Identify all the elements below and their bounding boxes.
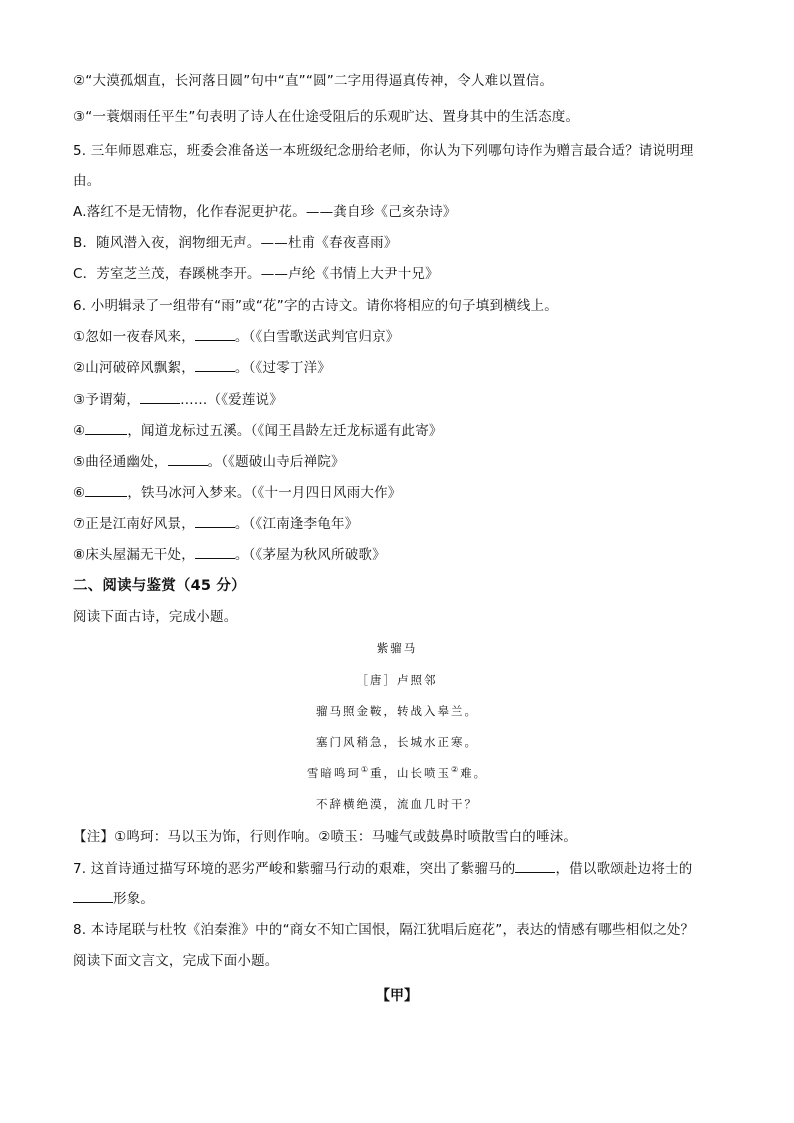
q6-line-2 bbox=[73, 358, 723, 377]
q5-option-b: B．随风潜入夜，润物细无声。——杜甫《春夜喜雨》 bbox=[73, 235, 398, 251]
q6-line-4-pre: ④ bbox=[73, 423, 86, 439]
item-2: ②“大漠孤烟直，长河落日圆”句中“直”“圆”二字用得逼真传神，令人难以置信。 bbox=[73, 73, 554, 89]
q6-line-7-pre: ⑦正是江南好风景， bbox=[73, 516, 195, 532]
answer-blank[interactable] bbox=[85, 483, 127, 497]
q7-part-3: 形象。 bbox=[113, 891, 155, 907]
q6-line-5-post: 。（《题破山寺后禅院》 bbox=[207, 454, 345, 470]
q6-stem: 6. 小明辑录了一组带有“雨”或“花”字的古诗文。请你将相应的句子填到横线上。 bbox=[73, 298, 558, 314]
answer-blank[interactable] bbox=[195, 545, 235, 559]
q6-line-6-post: ，铁马冰河入梦来。（《十一月四日风雨大作》 bbox=[127, 485, 402, 501]
q6-line-8 bbox=[73, 545, 723, 564]
q7-part-1: 7. 这首诗通过描写环境的恶劣严峻和紫骝马行动的艰难，突出了紫骝马的 bbox=[73, 861, 516, 877]
q6-line-5-pre: ⑤曲径通幽处， bbox=[73, 454, 168, 470]
q7-part-2: ，借以歌颂赴边将士的 bbox=[555, 861, 693, 877]
q6-line-5 bbox=[73, 452, 723, 471]
q5-option-a: A.落红不是无情物，化作春泥更护花。——龚自珍《己亥杂诗》 bbox=[73, 204, 457, 220]
footnote-2-marker: ② bbox=[451, 765, 461, 775]
q6-line-1-post: 。（《白雪歌送武判官归京》 bbox=[234, 329, 400, 345]
q6-line-7-post: 。（《江南逢李龟年》 bbox=[234, 516, 359, 532]
q6-line-3 bbox=[73, 390, 723, 409]
q6-line-3-post: ……（《爱莲说》 bbox=[180, 392, 283, 408]
answer-blank[interactable] bbox=[85, 421, 127, 435]
q6-line-4 bbox=[73, 421, 723, 440]
section-intro: 阅读下面古诗，完成小题。 bbox=[73, 609, 238, 625]
poem-line-4: 不辞横绝漠，流血几时干？ bbox=[316, 797, 478, 811]
answer-blank[interactable] bbox=[195, 358, 235, 372]
item-3: ③“一蓑烟雨任平生”句表明了诗人在仕途受阻后的乐观旷达、置身其中的生活态度。 bbox=[73, 109, 580, 125]
q7-line-2 bbox=[73, 889, 723, 908]
q6-line-4-post: ，闻道龙标过五溪。（《闻王昌龄左迁龙标遥有此寄》 bbox=[127, 423, 443, 439]
footnote-1-marker: ① bbox=[360, 765, 370, 775]
q8-stem: 8. 本诗尾联与杜牧《泊秦淮》中的“商女不知亡国恨，隔江犹唱后庭花”，表达的情感有哪些相似之处？ bbox=[73, 922, 695, 938]
classical-intro: 阅读下面文言文，完成下面小题。 bbox=[73, 953, 279, 969]
q6-line-8-post: 。（《茅屋为秋风所破歌》 bbox=[234, 547, 386, 563]
poem-line-1: 骝马照金鞍，转战入皋兰。 bbox=[316, 704, 478, 718]
q6-line-3-pre: ③予谓菊， bbox=[73, 392, 141, 408]
q6-line-2-pre: ②山河破碎风飘絮， bbox=[73, 360, 195, 376]
q5-stem-line2: 由。 bbox=[73, 173, 101, 189]
answer-blank[interactable] bbox=[515, 859, 555, 873]
poem-note: 【注】①鸣珂：马以玉为饰，行则作响。②喷玉：马嘘气或鼓鼻时喷散雪白的唾沫。 bbox=[73, 829, 578, 845]
answer-blank[interactable] bbox=[195, 327, 235, 341]
q5-stem-line1: 5. 三年师恩难忘，班委会准备送一本班级纪念册给老师，你认为下列哪句诗作为赠言最合适？请说明理 bbox=[73, 143, 694, 159]
q7-line-1 bbox=[73, 859, 723, 878]
q6-line-8-pre: ⑧床头屋漏无干处， bbox=[73, 547, 195, 563]
poem-author: ［唐］卢照邻 bbox=[356, 673, 438, 687]
answer-blank[interactable] bbox=[168, 452, 208, 466]
q6-line-7 bbox=[73, 514, 723, 533]
poem-line-3 bbox=[0, 765, 794, 781]
q6-line-6-pre: ⑥ bbox=[73, 485, 86, 501]
section-heading: 二、阅读与鉴赏（45 分） bbox=[73, 578, 246, 594]
q6-line-6 bbox=[73, 483, 723, 502]
passage-jia-label: 【甲】 bbox=[376, 988, 418, 1004]
q6-line-1 bbox=[73, 327, 723, 346]
answer-blank[interactable] bbox=[140, 390, 180, 404]
answer-blank[interactable] bbox=[73, 889, 113, 903]
q5-option-c: C．芳室芝兰茂，春蹊桃李开。——卢纶《书情上大尹十兄》 bbox=[73, 266, 439, 282]
q6-line-2-post: 。（《过零丁洋》 bbox=[234, 360, 332, 376]
q6-line-1-pre: ①忽如一夜春风来， bbox=[73, 329, 195, 345]
poem-line-3-b: 重，山长喷玉 bbox=[370, 766, 451, 780]
poem-line-3-c: 难。 bbox=[460, 766, 488, 780]
poem-line-2: 塞门风稍急，长城水正寒。 bbox=[316, 735, 478, 749]
poem-title: 紫骝马 bbox=[376, 641, 418, 655]
poem-line-3-a: 雪暗鸣珂 bbox=[306, 766, 361, 780]
answer-blank[interactable] bbox=[195, 514, 235, 528]
